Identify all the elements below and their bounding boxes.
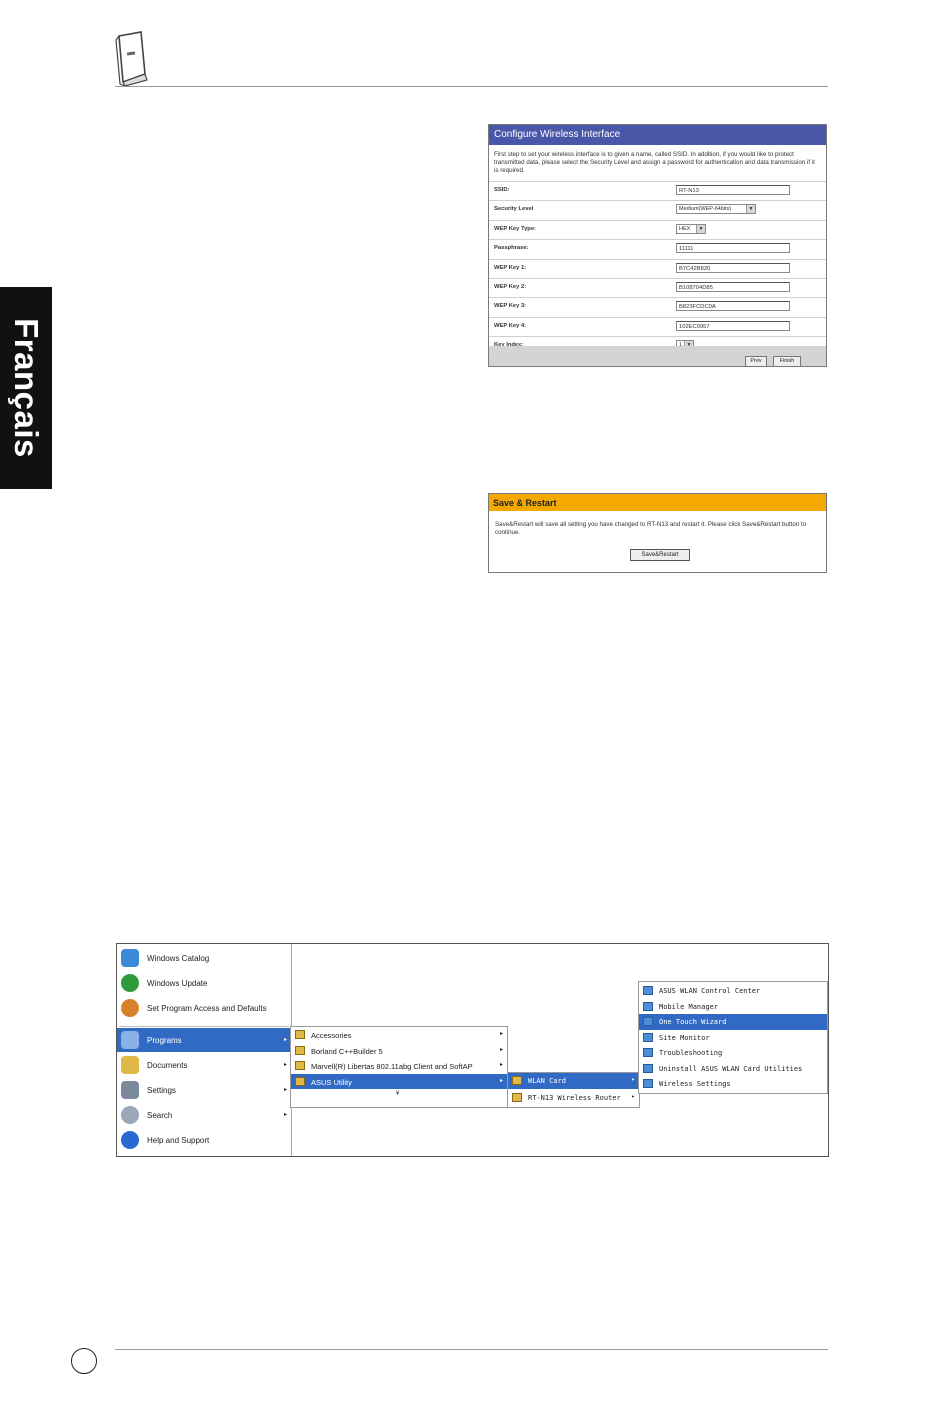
uninstall-icon xyxy=(643,1064,653,1073)
wireless-settings-icon xyxy=(643,1079,653,1088)
menu-item-search[interactable]: Search ▸ xyxy=(117,1103,291,1127)
save-restart-title: Save & Restart xyxy=(489,494,826,511)
wep-key-4-row xyxy=(489,317,826,336)
wep-key-1-input[interactable]: B7C42B820 xyxy=(676,263,790,273)
troubleshooting-icon xyxy=(643,1048,653,1057)
asus-utility-submenu xyxy=(507,1072,640,1108)
folder-icon xyxy=(512,1076,522,1085)
mobile-manager-icon xyxy=(643,1002,653,1011)
wep-key-2-input[interactable]: B108704D85 xyxy=(676,282,790,292)
save-restart-panel xyxy=(488,493,827,573)
submenu-item-wlan-card[interactable]: WLAN Card ▸ xyxy=(508,1073,639,1089)
wep-key-3-label: WEP Key 3: xyxy=(494,303,527,310)
wep-key-type-value: HEX xyxy=(679,225,691,232)
chevron-right-icon: ▸ xyxy=(283,1037,287,1043)
folder-icon xyxy=(295,1077,305,1086)
router-icon xyxy=(113,30,149,88)
folder-icon xyxy=(295,1046,305,1055)
menu-item-programs[interactable]: Programs ▸ xyxy=(117,1028,291,1052)
menu-item-help-support[interactable]: Help and Support xyxy=(117,1128,291,1152)
submenu-item-uninstall[interactable]: Uninstall ASUS WLAN Card Utilities xyxy=(639,1061,827,1077)
submenu-item-troubleshooting[interactable]: Troubleshooting xyxy=(639,1045,827,1061)
submenu-item-accessories[interactable]: Accessories ▸ xyxy=(291,1027,507,1043)
wep-key-1-row xyxy=(489,259,826,278)
ssid-input[interactable]: RT-N13 xyxy=(676,185,790,195)
passphrase-input[interactable]: 11111 xyxy=(676,243,790,253)
wep-key-4-input[interactable]: 102EC0957 xyxy=(676,321,790,331)
wep-key-3-row xyxy=(489,297,826,316)
wlan-card-submenu xyxy=(638,981,828,1094)
configure-wireless-footer xyxy=(489,346,826,366)
chevron-right-icon: ▸ xyxy=(499,1031,503,1037)
chevron-right-icon: ▸ xyxy=(283,1062,287,1068)
settings-icon xyxy=(121,1081,139,1099)
windows-update-icon xyxy=(121,974,139,992)
chevron-down-icon: ▼ xyxy=(746,205,755,213)
wep-key-4-label: WEP Key 4: xyxy=(494,322,527,329)
menu-item-windows-update[interactable]: Windows Update xyxy=(117,971,291,995)
folder-icon xyxy=(512,1093,522,1102)
wep-key-type-label: WEP Key Type: xyxy=(494,225,536,232)
programs-icon xyxy=(121,1031,139,1049)
documents-icon xyxy=(121,1056,139,1074)
submenu-item-borland[interactable]: Borland C++Builder 5 ▸ xyxy=(291,1043,507,1059)
wep-key-2-row xyxy=(489,278,826,297)
chevron-right-icon: ▸ xyxy=(283,1087,287,1093)
passphrase-row xyxy=(489,239,826,258)
wep-key-1-label: WEP Key 1: xyxy=(494,264,527,271)
menu-item-windows-catalog[interactable]: Windows Catalog xyxy=(117,946,291,970)
menu-item-documents[interactable]: Documents ▸ xyxy=(117,1053,291,1077)
folder-icon xyxy=(295,1061,305,1070)
submenu-item-wireless-settings[interactable]: Wireless Settings xyxy=(639,1076,827,1092)
wep-key-type-row xyxy=(489,220,826,239)
start-menu-screenshot xyxy=(116,943,829,1157)
security-level-value: Medium(WEP-64bits) xyxy=(679,206,732,213)
save-restart-button[interactable]: Save&Restart xyxy=(630,549,690,561)
configure-wireless-title: Configure Wireless Interface xyxy=(489,125,826,145)
submenu-item-mobile-manager[interactable]: Mobile Manager xyxy=(639,999,827,1015)
configure-wireless-panel xyxy=(488,124,827,367)
windows-catalog-icon xyxy=(121,949,139,967)
configure-wireless-description: First step to set your wireless interface is to given a name, called SSID. In addition, if you would like to protect transmitted data, please select the Security Level and assign a password for authentication and data transmission if it is required. xyxy=(494,151,815,174)
program-access-icon xyxy=(121,999,139,1017)
header-rule xyxy=(115,86,828,87)
start-menu-left-pane xyxy=(117,944,292,1156)
chevron-right-icon: ▸ xyxy=(631,1076,635,1083)
wep-key-2-label: WEP Key 2: xyxy=(494,283,527,290)
chevron-right-icon: ▸ xyxy=(283,1112,287,1118)
security-level-row xyxy=(489,200,826,219)
footer-rule xyxy=(115,1349,828,1350)
menu-item-settings[interactable]: Settings ▸ xyxy=(117,1078,291,1102)
submenu-item-rt-n13[interactable]: RT-N13 Wireless Router ▸ xyxy=(508,1090,639,1106)
chevron-right-icon: ▸ xyxy=(499,1046,503,1053)
security-level-label: Security Level xyxy=(494,206,534,213)
security-level-select[interactable] xyxy=(676,204,756,214)
menu-item-set-program-access[interactable]: Set Program Access and Defaults xyxy=(117,996,291,1020)
language-side-tab xyxy=(0,287,52,489)
prev-button[interactable]: Prev xyxy=(745,356,767,367)
site-monitor-icon xyxy=(643,1033,653,1042)
programs-submenu xyxy=(290,1026,508,1108)
chevron-right-icon: ▸ xyxy=(499,1077,503,1084)
expand-more-icon[interactable]: ¥ xyxy=(396,1091,400,1097)
page-number-circle xyxy=(71,1348,97,1374)
submenu-item-site-monitor[interactable]: Site Monitor xyxy=(639,1030,827,1046)
menu-separator xyxy=(119,1026,289,1027)
wep-key-3-input[interactable]: B823FCDC0A xyxy=(676,301,790,311)
submenu-item-marvell[interactable]: Marvell(R) Libertas 802.11abg Client and SoftAP ▸ xyxy=(291,1058,507,1074)
language-label: Français xyxy=(8,318,45,458)
wep-key-type-select[interactable] xyxy=(676,224,706,234)
chevron-down-icon: ▼ xyxy=(696,225,705,233)
save-restart-text: Save&Restart will save all setting you have changed to RT-N13 and restart it. Please click Save&Restart button to continue. xyxy=(495,521,807,536)
submenu-item-control-center[interactable]: ASUS WLAN Control Center xyxy=(639,983,827,999)
submenu-item-asus-utility[interactable]: ASUS Utility ▸ xyxy=(291,1074,507,1090)
help-icon xyxy=(121,1131,139,1149)
finish-button[interactable]: Finish xyxy=(773,356,801,367)
folder-icon xyxy=(295,1030,305,1039)
control-center-icon xyxy=(643,986,653,995)
passphrase-label: Passphrase: xyxy=(494,245,529,252)
submenu-item-one-touch-wizard[interactable]: One Touch Wizard xyxy=(639,1014,827,1030)
ssid-row xyxy=(489,181,826,200)
ssid-label: SSID: xyxy=(494,187,510,193)
wizard-icon xyxy=(643,1017,653,1026)
chevron-right-icon: ▸ xyxy=(631,1093,635,1100)
chevron-right-icon: ▸ xyxy=(499,1062,503,1068)
search-icon xyxy=(121,1106,139,1124)
